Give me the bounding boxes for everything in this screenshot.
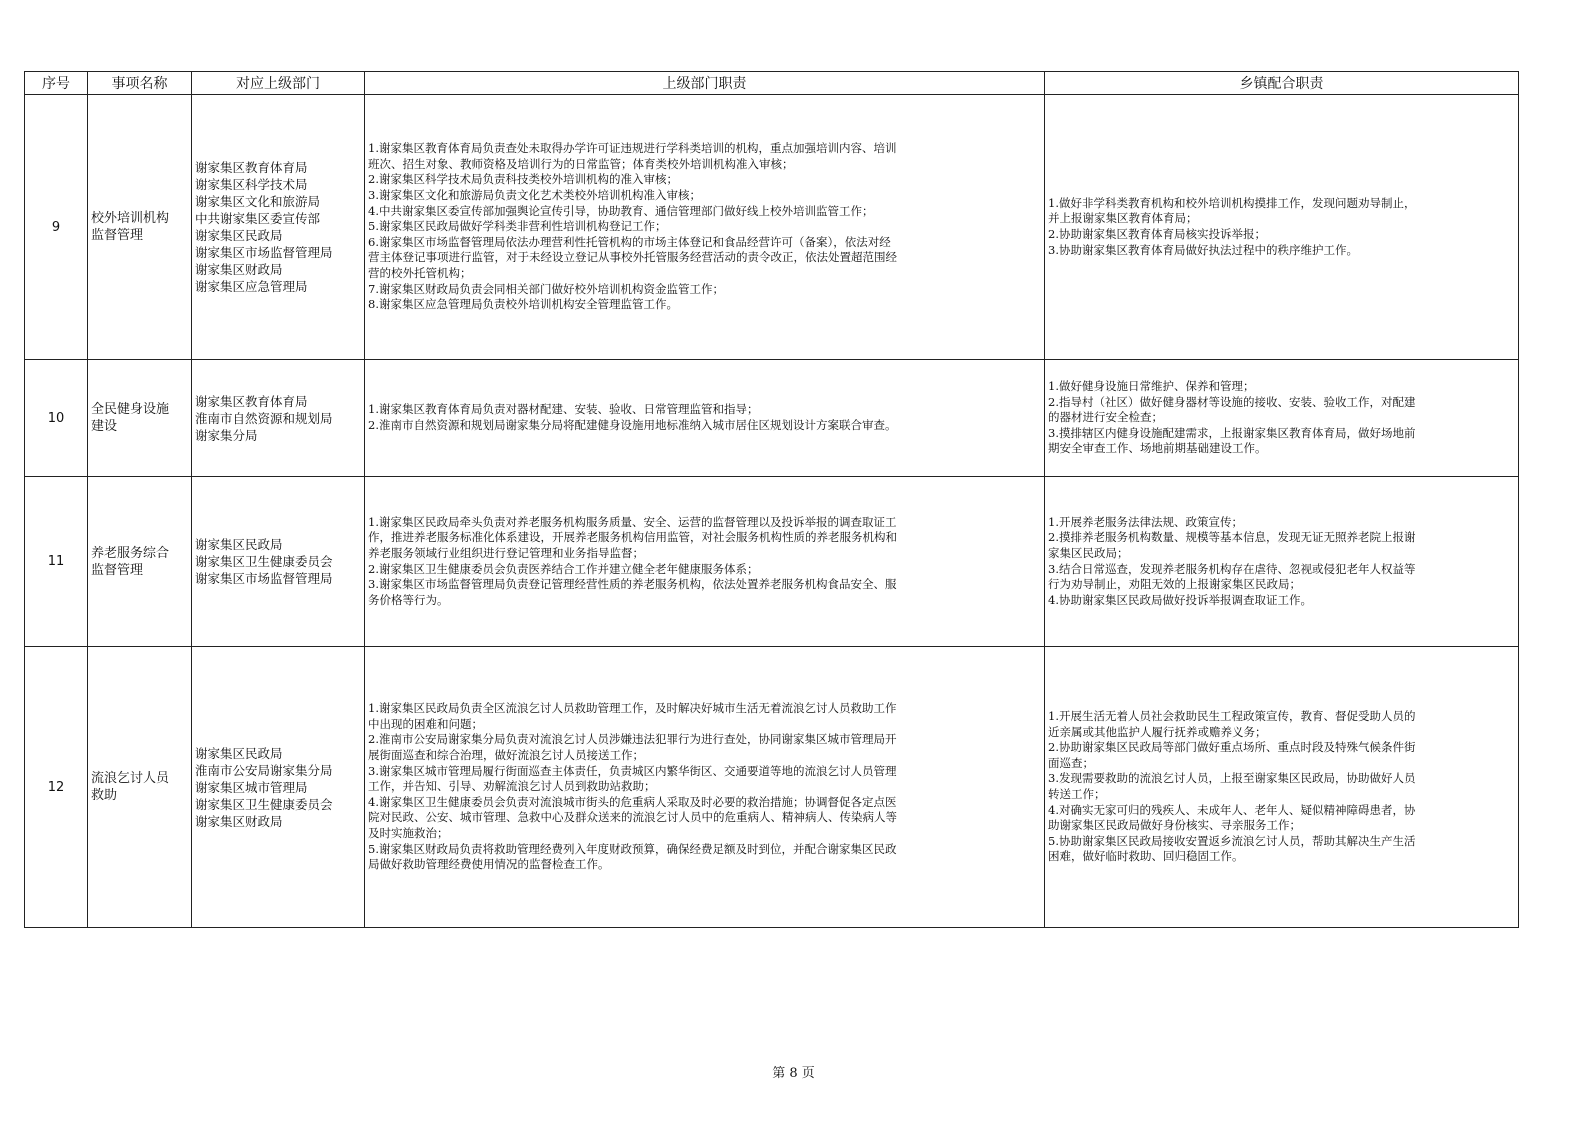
cell-line: 8.谢家集区应急管理局负责校外培训机构安全管理监管工作。 xyxy=(368,297,678,312)
cell-line: 行为劝导制止，劝阻无效的上报谢家集区民政局； xyxy=(1048,577,1301,592)
cell-line: 谢家集区城市管理局 xyxy=(195,779,308,795)
cell-line: 谢家集区财政局 xyxy=(195,262,283,277)
header-town-duties: 乡镇配合职责 xyxy=(1045,72,1519,95)
cell-line: 监督管理 xyxy=(91,228,144,243)
cell-line: 谢家集区文化和旅游局 xyxy=(195,194,321,209)
cell-line: 3.发现需要救助的流浪乞讨人员，上报至谢家集区民政局，协助做好人员 xyxy=(1048,771,1416,786)
cell-line: 谢家集分局 xyxy=(195,427,258,443)
cell-line: 1.开展生活无着人员社会救助民生工程政策宣传，教育、督促受助人员的 xyxy=(1048,709,1416,724)
cell-line: 1.做好非学科类教育机构和校外培训机构摸排工作，发现问题劝导制止， xyxy=(1048,195,1416,210)
cell-line: 4.中共谢家集区委宣传部加强舆论宣传引导，协助教育、通信管理部门做好线上校外培训监管工作； xyxy=(368,203,874,218)
cell-line: 建设 xyxy=(91,419,118,434)
cell-item-name xyxy=(88,647,192,928)
cell-line: 2.摸排养老服务机构数量、规模等基本信息，发现无证无照养老院上报谢 xyxy=(1048,530,1416,545)
cell-line: 2.淮南市公安局谢家集分局负责对流浪乞讨人员涉嫌违法犯罪行为进行查处，协同谢家集区城市管理局开 xyxy=(368,732,897,747)
cell-line: 转送工作； xyxy=(1048,787,1106,801)
cell-line: 务价格等行为。 xyxy=(368,592,449,607)
duty-table xyxy=(24,71,1519,928)
cell-seq: 10 xyxy=(25,360,88,477)
cell-line: 3.结合日常巡查，发现养老服务机构存在虐待、忽视或侵犯老年人权益等 xyxy=(1048,561,1416,576)
cell-line: 监督管理 xyxy=(91,562,144,578)
cell-town-duties xyxy=(1045,477,1519,647)
cell-line: 2.谢家集区科学技术局负责科技类校外培训机构的准入审核； xyxy=(368,172,678,187)
cell-line: 工作，并告知、引导、劝解流浪乞讨人员到救助站救助； xyxy=(368,779,656,794)
cell-line: 2.协助谢家集区教育体育局核实投诉举报； xyxy=(1048,227,1266,241)
cell-line: 期安全审查工作、场地前期基础建设工作。 xyxy=(1048,441,1267,456)
cell-line: 全民健身设施 xyxy=(91,402,170,417)
cell-item-name xyxy=(88,477,192,647)
cell-line: 的器材进行安全检查； xyxy=(1048,410,1163,425)
cell-line: 养老服务综合 xyxy=(91,545,170,561)
cell-superior-depts xyxy=(192,360,365,477)
cell-line: 1.谢家集区教育体育局负责查处未取得办学许可证违规进行学科类培训的机构，重点加强培训内容、培训 xyxy=(368,141,897,156)
cell-line: 1.谢家集区民政局牵头负责对养老服务机构服务质量、安全、运营的监督管理以及投诉举报的调查取证工 xyxy=(368,514,897,529)
cell-superior-depts xyxy=(192,95,365,360)
cell-line: 中出现的困难和问题； xyxy=(368,716,483,731)
cell-line: 5.协助谢家集区民政局接收安置返乡流浪乞讨人员，帮助其解决生产生活 xyxy=(1048,833,1416,848)
cell-line: 养老服务领域行业组织进行登记管理和业务指导监督； xyxy=(368,545,644,560)
cell-item-name xyxy=(88,95,192,360)
table-row xyxy=(25,360,1519,477)
header-superior-dept: 对应上级部门 xyxy=(192,72,365,95)
cell-superior-duties xyxy=(365,647,1045,928)
cell-line: 谢家集区教育体育局 xyxy=(195,160,308,175)
cell-line: 谢家集区卫生健康委员会 xyxy=(195,554,333,569)
cell-line: 7.谢家集区财政局负责会同相关部门做好校外培训机构资金监管工作； xyxy=(368,281,724,296)
cell-line: 及时实施救治； xyxy=(368,825,449,840)
cell-line: 2.谢家集区卫生健康委员会负责医养结合工作并建立健全老年健康服务体系； xyxy=(368,561,759,576)
cell-line: 谢家集区市场监督管理局 xyxy=(195,245,333,260)
cell-line: 4.协助谢家集区民政局做好投诉举报调查取证工作。 xyxy=(1048,592,1312,607)
cell-line: 谢家集区应急管理局 xyxy=(195,279,308,294)
page-number: 第 8 页 xyxy=(772,1066,815,1081)
cell-line: 谢家集区民政局 xyxy=(195,537,283,552)
cell-superior-depts xyxy=(192,477,365,647)
cell-line: 局做好救助管理经费使用情况的监督检查工作。 xyxy=(368,857,610,872)
cell-line: 3.谢家集区市场监督管理局负责登记管理经营性质的养老服务机构，依法处置养老服务机构食品安全、服 xyxy=(368,577,897,592)
cell-superior-duties xyxy=(365,477,1045,647)
cell-line: 谢家集区科学技术局 xyxy=(195,177,308,192)
cell-line: 4.谢家集区卫生健康委员会负责对流浪城市街头的危重病人采取及时必要的救治措施；协调督促各定点医 xyxy=(368,794,897,809)
cell-line: 1.做好健身设施日常维护、保养和管理； xyxy=(1048,379,1255,394)
cell-line: 谢家集区民政局 xyxy=(195,745,283,761)
header-superior-duties: 上级部门职责 xyxy=(365,72,1045,95)
cell-line: 家集区民政局； xyxy=(1048,545,1129,560)
cell-line: 4.对确实无家可归的残疾人、未成年人、老年人、疑似精神障碍患者，协 xyxy=(1048,802,1416,817)
table-row xyxy=(25,647,1519,928)
cell-line: 淮南市自然资源和规划局 xyxy=(195,410,333,426)
cell-line: 中共谢家集区委宣传部 xyxy=(195,211,321,226)
cell-town-duties xyxy=(1045,95,1519,360)
cell-line: 谢家集区民政局 xyxy=(195,228,283,243)
table-header-row xyxy=(25,72,1519,95)
cell-line: 5.谢家集区民政局做好学科类非营利性培训机构登记工作； xyxy=(368,219,667,234)
cell-line: 近亲属或其他监护人履行抚养或赡养义务； xyxy=(1048,724,1267,739)
cell-line: 3.谢家集区文化和旅游局负责文化艺术类校外培训机构准入审核； xyxy=(368,188,701,203)
cell-line: 3.摸排辖区内健身设施配建需求，上报谢家集区教育体育局，做好场地前 xyxy=(1048,425,1416,440)
cell-line: 校外培训机构 xyxy=(91,211,170,226)
cell-line: 谢家集区卫生健康委员会 xyxy=(195,796,333,812)
table-row xyxy=(25,477,1519,647)
cell-line: 3.协助谢家集区教育体育局做好执法过程中的秩序维护工作。 xyxy=(1048,242,1358,257)
cell-seq: 11 xyxy=(25,477,88,647)
cell-line: 展街面巡查和综合治理，做好流浪乞讨人员接送工作； xyxy=(368,748,644,763)
header-item-name: 事项名称 xyxy=(88,72,192,95)
cell-superior-duties xyxy=(365,95,1045,360)
cell-line: 谢家集区市场监督管理局 xyxy=(195,571,333,586)
cell-line: 1.谢家集区民政局负责全区流浪乞讨人员救助管理工作，及时解决好城市生活无着流浪乞讨人员救助工作 xyxy=(368,701,897,716)
cell-line: 困难，做好临时救助、回归稳固工作。 xyxy=(1048,849,1244,864)
cell-line: 淮南市公安局谢家集分局 xyxy=(195,762,333,778)
cell-line: 营主体登记事项进行监管，对于未经设立登记从事校外托管服务经营活动的责令改正，依法处置超范围经 xyxy=(368,250,897,265)
cell-line: 院对民政、公安、城市管理、急救中心及群众送来的流浪乞讨人员中的危重病人、精神病人、传染病人等 xyxy=(368,810,897,825)
cell-seq: 9 xyxy=(25,95,88,360)
cell-superior-depts xyxy=(192,647,365,928)
cell-line: 并上报谢家集区教育体育局； xyxy=(1048,211,1198,226)
cell-line: 流浪乞讨人员 xyxy=(91,771,170,786)
cell-line: 救助 xyxy=(91,788,118,803)
cell-town-duties xyxy=(1045,647,1519,928)
cell-line: 谢家集区财政局 xyxy=(195,813,283,829)
cell-line: 3.谢家集区城市管理局履行街面巡查主体责任，负责城区内繁华街区、交通要道等地的流浪乞讨人员管理 xyxy=(368,763,897,778)
cell-line: 2.淮南市自然资源和规划局谢家集分局将配建健身设施用地标准纳入城市居住区规划设计方案联合审查。 xyxy=(368,418,897,432)
cell-line: 5.谢家集区财政局负责将救助管理经费列入年度财政预算，确保经费足额及时到位，并配合谢家集区民政 xyxy=(368,841,897,856)
cell-line: 1.谢家集区教育体育局负责对器材配建、安装、验收、日常管理监管和指导； xyxy=(368,402,759,417)
cell-line: 谢家集区教育体育局 xyxy=(195,393,308,409)
header-seq: 序号 xyxy=(25,72,88,95)
cell-line: 2.指导村（社区）做好健身器材等设施的接收、安装、验收工作，对配建 xyxy=(1048,394,1416,409)
cell-town-duties xyxy=(1045,360,1519,477)
cell-seq: 12 xyxy=(25,647,88,928)
cell-line: 作，推进养老服务标准化体系建设，开展养老服务机构信用监管，对社会服务机构性质的养老服务机构和 xyxy=(368,530,897,545)
cell-superior-duties xyxy=(365,360,1045,477)
cell-line: 6.谢家集区市场监督管理局依法办理营利性托管机构的市场主体登记和食品经营许可（备案），依法对经 xyxy=(368,234,891,249)
table-body xyxy=(25,95,1519,928)
cell-line: 营的校外托管机构； xyxy=(368,265,472,280)
cell-line: 1.开展养老服务法律法规、政策宣传； xyxy=(1048,514,1243,529)
cell-item-name xyxy=(88,360,192,477)
cell-line: 面巡查； xyxy=(1048,755,1094,770)
cell-line: 班次、招生对象、教师资格及培训行为的日常监管；体育类校外培训机构准入审核； xyxy=(368,156,794,171)
cell-line: 2.协助谢家集区民政局等部门做好重点场所、重点时段及特殊气候条件街 xyxy=(1048,740,1416,755)
cell-line: 助谢家集区民政局做好身份核实、寻亲服务工作； xyxy=(1048,818,1301,833)
table-row xyxy=(25,95,1519,360)
